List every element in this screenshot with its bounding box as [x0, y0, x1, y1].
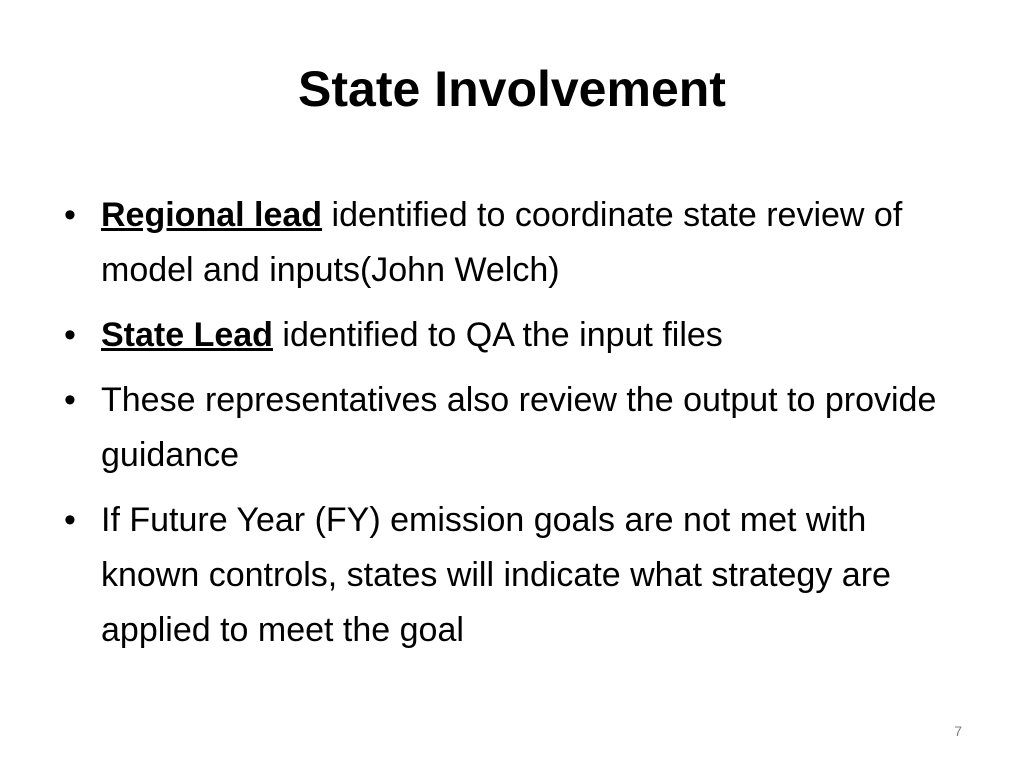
bullet-item-regional-lead — [60, 188, 960, 298]
bullet-item-state-lead — [60, 308, 960, 363]
bullet-emphasis-regional-lead: Regional lead — [101, 196, 323, 234]
bullet-item-future-year — [60, 493, 960, 658]
slide-title: State Involvement — [298, 61, 726, 117]
bullet-dot-icon: • — [64, 196, 76, 234]
bullet-dot-icon: • — [64, 501, 76, 539]
page-number: 7 — [954, 723, 962, 739]
bullet-text-representatives: These representatives also review the output to provide guidance — [101, 381, 937, 474]
bullet-dot-icon: • — [64, 381, 76, 419]
bullet-text-regional-lead: identified to coordinate state review of model and inputs(John Welch) — [101, 196, 903, 289]
bullet-list — [60, 188, 960, 668]
bullet-dot-icon: • — [64, 316, 76, 354]
bullet-text-future-year: If Future Year (FY) emission goals are not met with known controls, states will indicate what strategy are applied to meet the goal — [101, 501, 891, 649]
bullet-text-state-lead: identified to QA the input files — [272, 316, 723, 354]
bullet-item-representatives — [60, 373, 960, 483]
bullet-emphasis-state-lead: State Lead — [101, 316, 273, 354]
